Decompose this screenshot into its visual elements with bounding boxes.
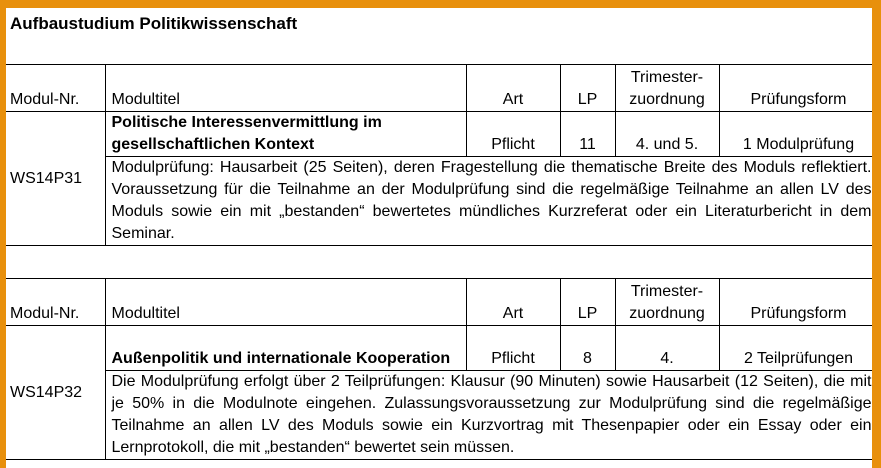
header-lp: LP <box>560 65 615 112</box>
module-number: WS14P32 <box>6 326 105 460</box>
header-art: Art <box>466 65 560 112</box>
module-trimester: 4. und 5. <box>615 112 719 157</box>
header-trimester-line1: Trimester- <box>630 69 704 86</box>
module-description: Die Modulprüfung erfolgt über 2 Teilprüfungen: Klausur (90 Minuten) sowie Hausarbeit (12 Seiten), die mit je 50% in die Modulnote eingehen. Zulassungsvoraussetzung zur Modulprüfung sind die regelmäßige Teilnahme an allen LV des Moduls sowie ein Kurzvortrag mit Thesenpapier oder ein Essay oder ein Lernprotokoll, die mit „bestanden“ bewertet sein müssen. <box>105 371 872 460</box>
module-pruefungsform: 1 Modulprüfung <box>719 112 872 157</box>
header-lp: LP <box>560 279 615 326</box>
document-title: Aufbaustudium Politikwissenschaft <box>10 14 298 33</box>
table-header-row <box>6 279 872 326</box>
header-modul-nr: Modul-Nr. <box>6 65 105 112</box>
module-trimester: 4. <box>615 326 719 371</box>
header-pruefungsform: Prüfungsform <box>719 279 872 326</box>
module-number: WS14P31 <box>6 112 105 246</box>
header-trimester-line1: Trimester- <box>630 283 704 300</box>
module-title: Politische Interessenvermittlung im gesellschaftlichen Kontext <box>105 112 466 157</box>
module-row <box>6 112 872 157</box>
header-trimester <box>615 279 719 326</box>
header-art: Art <box>466 279 560 326</box>
module-lp: 8 <box>560 326 615 371</box>
header-modultitel: Modultitel <box>105 279 466 326</box>
header-trimester <box>615 65 719 112</box>
module-pruefungsform: 2 Teilprüfungen <box>719 326 872 371</box>
module-table-2 <box>6 278 872 460</box>
module-art: Pflicht <box>466 112 560 157</box>
module-title: Außenpolitik und internationale Kooperation <box>105 326 466 371</box>
header-trimester-line2: zuordnung <box>629 305 705 322</box>
header-modul-nr: Modul-Nr. <box>6 279 105 326</box>
header-modultitel: Modultitel <box>105 65 466 112</box>
module-lp: 11 <box>560 112 615 157</box>
module-table-1 <box>6 64 872 246</box>
header-pruefungsform: Prüfungsform <box>719 65 872 112</box>
module-description-row <box>6 157 872 246</box>
table-header-row <box>6 65 872 112</box>
header-trimester-line2: zuordnung <box>629 91 705 108</box>
module-description-row <box>6 371 872 460</box>
document-page <box>6 8 872 468</box>
module-description: Modulprüfung: Hausarbeit (25 Seiten), deren Fragestellung die thematische Breite des Moduls reflektiert. Voraussetzung für die Teilnahme an der Modulprüfung sind die regelmäßige Teilnahme an allen LV des Moduls sowie ein mit „bestanden“ bewertetes mündliches Kurzreferat oder ein Literaturbericht in dem Seminar. <box>105 157 872 246</box>
module-row <box>6 326 872 371</box>
module-art: Pflicht <box>466 326 560 371</box>
